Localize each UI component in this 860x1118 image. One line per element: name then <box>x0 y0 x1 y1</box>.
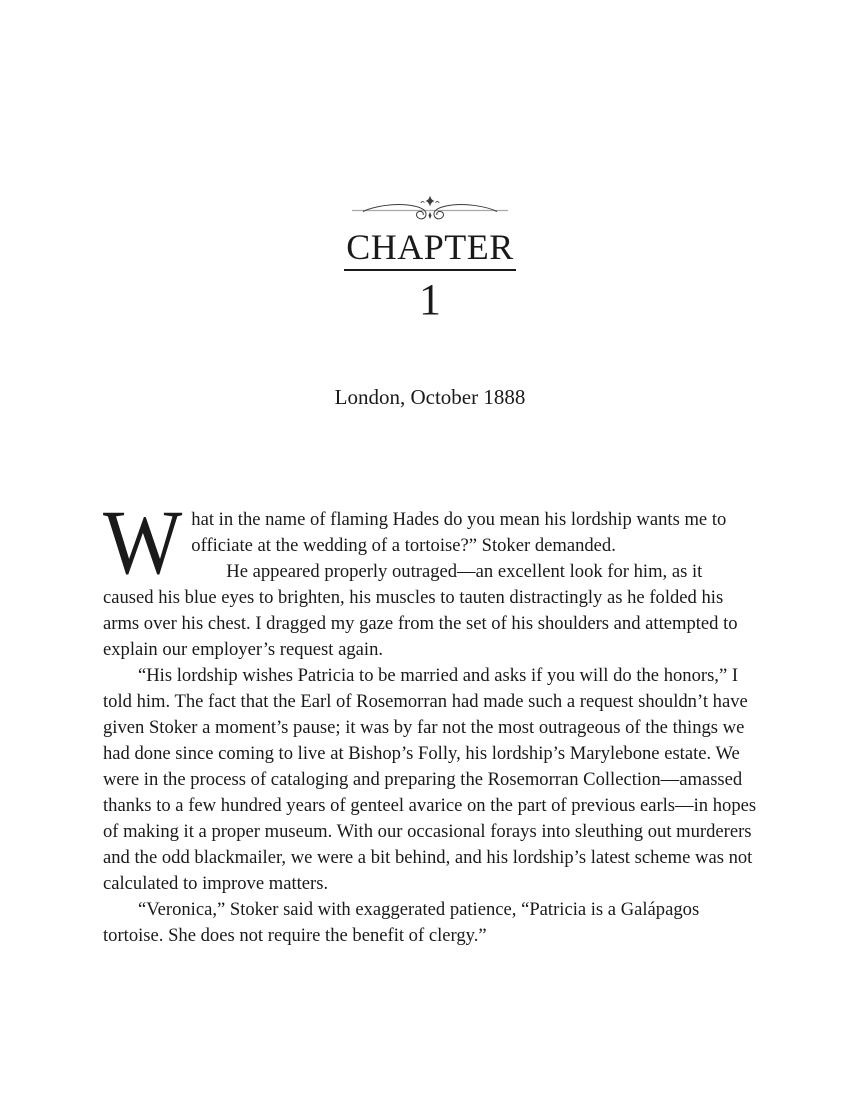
chapter-dateline: London, October 1888 <box>334 385 526 409</box>
paragraph-1-text: hat in the name of flaming Hades do you mean his lordship wants me to officiate at the wedding of a tortoise?” Stoker demanded. <box>191 509 727 556</box>
drop-cap: W <box>103 491 183 594</box>
chapter-number: 1 <box>419 275 441 324</box>
paragraph-1 <box>103 491 757 594</box>
chapter-heading-text: CHAPTER <box>344 228 516 271</box>
paragraph-4: “Veronica,” Stoker said with exaggerated patience, “Patricia is a Galápagos tortoise. She does not require the benefit of clergy.” <box>103 899 700 946</box>
chapter-heading <box>0 228 860 271</box>
chapter-body <box>103 491 757 949</box>
flourish-divider-icon <box>0 0 860 224</box>
paragraph-3: “His lordship wishes Patricia to be married and asks if you will do the honors,” I told him. The fact that the Earl of Rosemorran had made such a request shouldn’t have given Stoker a moment’s pause; it was by far not the most outrageous of the things we had done since coming to live at Bishop’s Folly, his lordship’s Marylebone estate. We were in the process of cataloging and preparing the Rosemorran Collection—amassed thanks to a few hundred years of genteel avarice on the part of previous earls—in hopes of making it a proper museum. With our occasional forays into sleuthing out murderers and the odd blackmailer, we were a bit behind, and his lordship’s latest scheme was not calculated to improve matters. <box>103 665 757 894</box>
paragraph-2: He appeared properly outraged—an excellent look for him, as it caused his blue eyes to brighten, his muscles to tauten distractingly as he folded his arms over his chest. I dragged my gaze from the set of his shoulders and attempted to explain our employer’s request again. <box>103 561 738 660</box>
